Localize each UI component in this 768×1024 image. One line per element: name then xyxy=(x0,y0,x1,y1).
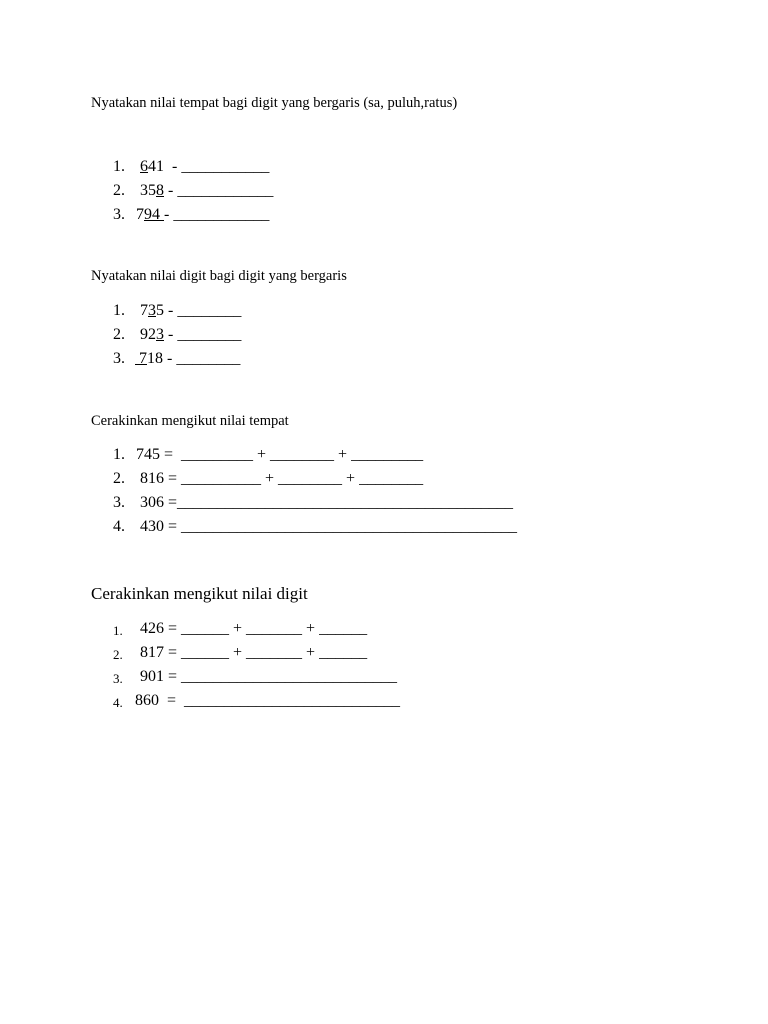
item-number: 2. xyxy=(113,470,125,487)
underlined-digit: 7 xyxy=(135,350,147,367)
item-number: 1. xyxy=(113,302,125,319)
underlined-digit: 9 xyxy=(144,206,152,223)
answer-blank: - ________ xyxy=(163,350,241,367)
section-3-heading: Cerakinkan mengikut nilai tempat xyxy=(91,413,289,429)
answer-blank: - ____________ xyxy=(164,206,270,223)
item-digits-after: 4 xyxy=(152,206,164,223)
item-number: 4. xyxy=(113,518,125,535)
item-expression: 901 = ___________________________ xyxy=(140,668,398,685)
item-expression: 817 = ______ + _______ + ______ xyxy=(140,644,368,661)
item-digits-after: 41 xyxy=(148,158,164,175)
section-4-heading: Cerakinkan mengikut nilai digit xyxy=(91,584,308,603)
item-number: 1. xyxy=(113,158,125,175)
item-digits-before: 7 xyxy=(136,206,144,223)
answer-blank: - ___________ xyxy=(164,158,270,175)
item-number: 3. xyxy=(113,494,125,511)
item-number: 3. xyxy=(113,350,125,367)
underlined-digit: 3 xyxy=(148,302,156,319)
section-1-heading: Nyatakan nilai tempat bagi digit yang bergaris (sa, puluh,ratus) xyxy=(91,95,458,111)
item-expression: 426 = ______ + _______ + ______ xyxy=(140,620,368,637)
item-number: 1. xyxy=(113,446,125,463)
item-number: 3. xyxy=(113,206,125,223)
item-digits-before: 35 xyxy=(140,182,156,199)
item-digits-after: 5 xyxy=(156,302,164,319)
item-number: 2. xyxy=(113,182,125,199)
item-digits-after: 18 xyxy=(147,350,163,367)
item-expression: 306 =__________________________________________ xyxy=(140,494,514,511)
item-expression: 816 = __________ + ________ + ________ xyxy=(140,470,424,487)
item-number: 4. xyxy=(113,695,123,710)
item-expression: 860 = ___________________________ xyxy=(135,692,401,709)
item-number: 2. xyxy=(113,326,125,343)
item-digits-before: 7 xyxy=(140,302,148,319)
underlined-digit: 6 xyxy=(140,158,148,175)
underlined-digit: 3 xyxy=(156,326,164,343)
item-expression: 745 = _________ + ________ + _________ xyxy=(136,446,424,463)
item-number: 3. xyxy=(113,671,123,686)
answer-blank: - ____________ xyxy=(164,182,274,199)
answer-blank: - ________ xyxy=(164,326,242,343)
item-digits-before: 92 xyxy=(140,326,156,343)
section-2-heading: Nyatakan nilai digit bagi digit yang bergaris xyxy=(91,268,347,284)
underlined-digit: 8 xyxy=(156,182,164,199)
item-number: 1. xyxy=(113,623,123,638)
item-expression: 430 = __________________________________________ xyxy=(140,518,518,535)
item-number: 2. xyxy=(113,647,123,662)
answer-blank: - ________ xyxy=(164,302,242,319)
